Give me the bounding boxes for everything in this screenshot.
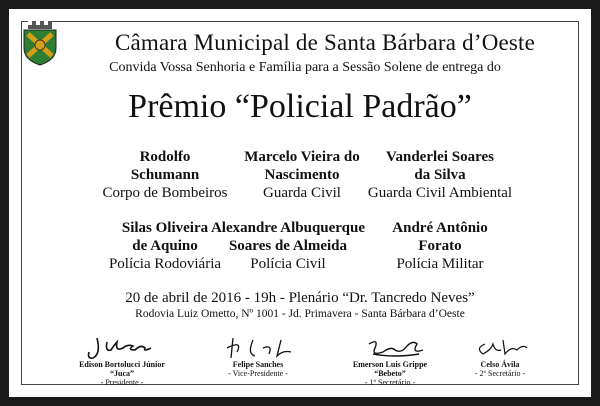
invitation-text: Convida Vossa Senhoria e Família para a Sessão Solene de entrega do xyxy=(109,60,501,75)
honoree-name: Rodolfo xyxy=(139,149,191,165)
honoree-name: Soares de Almeida xyxy=(228,238,348,254)
signatory-name: Edison Bortolucci Júnior xyxy=(79,360,165,369)
signatory-name: Emerson Luis Grippe xyxy=(352,360,428,369)
award-title: Prêmio “Policial Padrão” xyxy=(128,88,472,125)
signature-second-secretary xyxy=(430,334,570,378)
handwritten-signature-icon xyxy=(445,334,555,360)
event-address: Rodovia Luiz Ometto, Nº 1001 - Jd. Primavera - Santa Bárbara d’Oeste xyxy=(135,308,465,320)
honoree-name: da Silva xyxy=(414,167,466,183)
honoree-unit: Polícia Militar xyxy=(396,256,484,272)
signatory-name: Felipe Sanches xyxy=(232,360,284,369)
signatory-role: - 1º Secretário - xyxy=(364,378,416,387)
honoree-unit: Guarda Civil Ambiental xyxy=(367,185,513,201)
handwritten-signature-icon xyxy=(203,334,313,360)
event-datetime: 20 de abril de 2016 - 19h - Plenário “Dr. Tancredo Neves” xyxy=(125,290,475,306)
honoree-name: Schumann xyxy=(130,167,200,183)
honoree-name: de Aquino xyxy=(132,238,198,254)
municipal-coat-of-arms-icon xyxy=(20,20,60,66)
honoree-unit: Polícia Civil xyxy=(250,256,326,272)
honoree-unit: Guarda Civil xyxy=(263,185,341,201)
honoree-5 xyxy=(198,219,378,273)
honoree-name: Silas Oliveira xyxy=(121,220,209,236)
honoree-unit: Polícia Rodoviária xyxy=(108,256,222,272)
signatory-role: - Vice-Presidente - xyxy=(228,369,288,378)
honoree-name: Vanderlei Soares xyxy=(386,149,494,165)
honoree-name: Marcelo Vieira do xyxy=(244,149,360,165)
signatory-nickname: “Juca” xyxy=(110,369,134,378)
signatory-nickname: “Bebeto” xyxy=(374,369,406,378)
honoree-name: André Antônio xyxy=(392,220,488,236)
signatory-role: - Presidente - xyxy=(100,378,144,387)
honoree-unit: Corpo de Bombeiros xyxy=(102,185,228,201)
signature-president xyxy=(52,334,192,387)
signatory-role: - 2º Secretário - xyxy=(474,369,526,378)
handwritten-signature-icon xyxy=(335,334,445,360)
honoree-name: Alexandre Albuquerque xyxy=(210,220,366,236)
chamber-title: Câmara Municipal de Santa Bárbara d’Oeste xyxy=(114,30,536,55)
signature-vice-president xyxy=(188,334,328,378)
handwritten-signature-icon xyxy=(67,334,177,360)
honoree-6 xyxy=(355,219,525,273)
honoree-name: Nascimento xyxy=(264,167,340,183)
honoree-3 xyxy=(355,148,525,202)
signatory-name: Celso Ávila xyxy=(480,360,520,369)
honoree-name: Forato xyxy=(418,238,462,254)
